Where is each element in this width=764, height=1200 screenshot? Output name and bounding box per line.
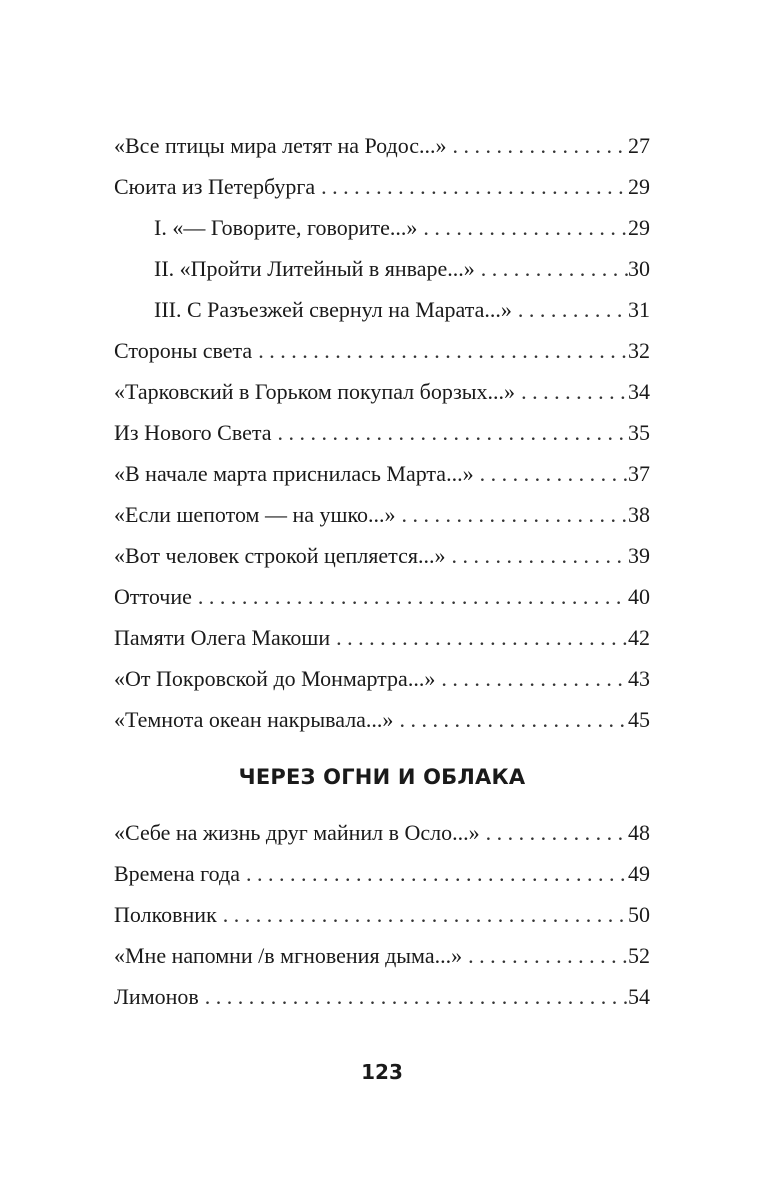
toc-entry [114, 453, 650, 494]
dot-leader [217, 894, 628, 935]
toc-entry-page: 52 [628, 943, 650, 968]
toc-entry-page: 37 [628, 461, 650, 486]
toc-entry-page: 29 [628, 174, 650, 199]
toc-entry-page: 38 [628, 502, 650, 527]
toc-entry [114, 658, 650, 699]
toc-entry-title: Отточие [114, 584, 192, 609]
toc-entry-title: «Тарковский в Горьком покупал борзых...» [114, 379, 516, 404]
toc-entry [114, 894, 650, 935]
toc-entry-title: Из Нового Света [114, 420, 272, 445]
toc-entry-title: Памяти Олега Макоши [114, 625, 331, 650]
toc-entry [114, 576, 650, 617]
toc-entry-page: 34 [628, 379, 650, 404]
dot-leader [330, 617, 628, 658]
toc-entry-page: 31 [628, 297, 650, 322]
toc-entry-page: 40 [628, 584, 650, 609]
toc-entry-page: 30 [628, 256, 650, 281]
toc-entry [114, 412, 650, 453]
dot-leader [474, 453, 628, 494]
toc-entry-page: 27 [628, 133, 650, 158]
toc-entry-page: 42 [628, 625, 650, 650]
table-of-contents-section [114, 812, 650, 1017]
dot-leader [515, 371, 628, 412]
dot-leader [475, 248, 628, 289]
toc-entry [114, 166, 650, 207]
toc-entry-page: 54 [628, 984, 650, 1009]
toc-subentry [114, 248, 650, 289]
toc-entry-title: «Себе на жизнь друг майнил в Осло...» [114, 820, 480, 845]
toc-entry-title: «От Покровской до Монмартра...» [114, 666, 436, 691]
toc-entry-page: 43 [628, 666, 650, 691]
toc-entry-page: 39 [628, 543, 650, 568]
dot-leader [435, 658, 628, 699]
toc-entry-title: II. «Пройти Литейный в январе...» [154, 256, 475, 281]
dot-leader [393, 699, 628, 740]
dot-leader [480, 812, 628, 853]
toc-entry-title: «Темнота океан накрывала...» [114, 707, 394, 732]
toc-entry-page: 32 [628, 338, 650, 363]
toc-entry-title: Времена года [114, 861, 240, 886]
toc-entry [114, 535, 650, 576]
toc-entry [114, 699, 650, 740]
toc-entry [114, 125, 650, 166]
dot-leader [445, 535, 628, 576]
toc-entry-title: Стороны света [114, 338, 253, 363]
toc-entry [114, 330, 650, 371]
page-number: 123 [361, 1060, 403, 1084]
toc-entry-title: Сюита из Петербурга [114, 174, 316, 199]
toc-entry [114, 617, 650, 658]
toc-entry-title: «Все птицы мира летят на Родос...» [114, 133, 447, 158]
toc-entry-title: Полковник [114, 902, 217, 927]
toc-entry-title: I. «— Говорите, говорите...» [154, 215, 418, 240]
toc-entry-page: 49 [628, 861, 650, 886]
dot-leader [315, 166, 628, 207]
toc-entry [114, 853, 650, 894]
toc-entry [114, 494, 650, 535]
toc-entry-title: Лимонов [114, 984, 199, 1009]
toc-entry-title: «Вот человек строкой цепляется...» [114, 543, 446, 568]
toc-entry-page: 45 [628, 707, 650, 732]
toc-entry [114, 371, 650, 412]
section-heading: ЧЕРЕЗ ОГНИ И ОБЛАКА [238, 765, 526, 789]
dot-leader [512, 289, 628, 330]
toc-entry [114, 935, 650, 976]
dot-leader [447, 125, 628, 166]
toc-entry [114, 976, 650, 1017]
dot-leader [199, 976, 628, 1017]
toc-subentry [114, 289, 650, 330]
toc-entry-page: 29 [628, 215, 650, 240]
dot-leader [462, 935, 628, 976]
toc-entry [114, 812, 650, 853]
toc-entry-title: «Мне напомни /в мгновения дыма...» [114, 943, 463, 968]
dot-leader [417, 207, 628, 248]
toc-entry-page: 50 [628, 902, 650, 927]
toc-subentry [114, 207, 650, 248]
toc-entry-title: «В начале марта приснилась Марта...» [114, 461, 474, 486]
table-of-contents [114, 125, 650, 740]
toc-entry-title: III. С Разъезжей свернул на Марата...» [154, 297, 512, 322]
dot-leader [240, 853, 628, 894]
dot-leader [192, 576, 628, 617]
toc-entry-page: 35 [628, 420, 650, 445]
toc-entry-title: «Если шепотом — на ушко...» [114, 502, 396, 527]
dot-leader [396, 494, 628, 535]
dot-leader [272, 412, 628, 453]
dot-leader [252, 330, 628, 371]
toc-entry-page: 48 [628, 820, 650, 845]
